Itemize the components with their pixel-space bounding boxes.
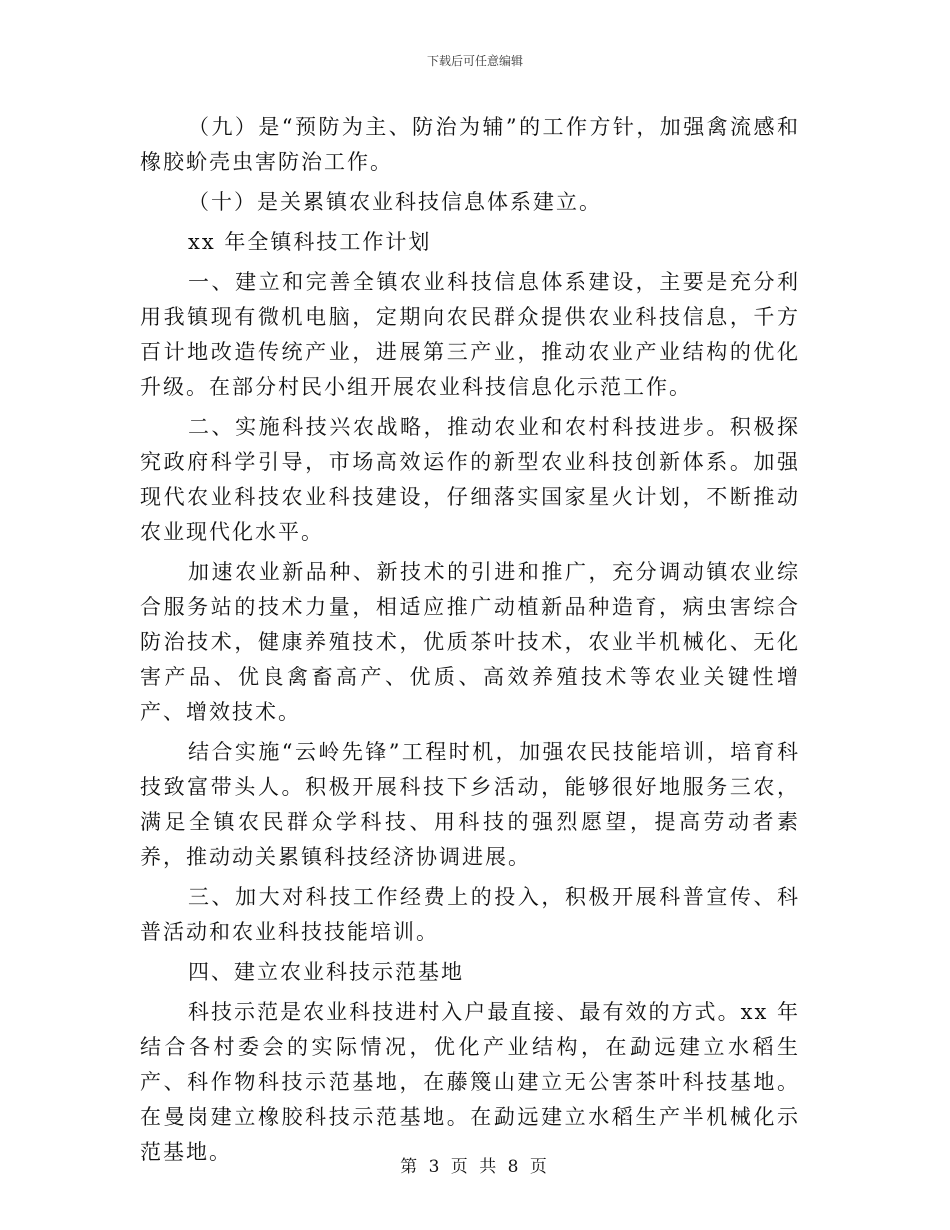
- paragraph-10: （十）是关累镇农业科技信息体系建立。: [188, 190, 602, 214]
- document-body: [140, 110, 800, 1175]
- plan-item-1: 一、建立和完善全镇农业科技信息体系建设，主要是充分利用我镇现有微机电脑，定期向农民群众提供农业科技信息，千方百计地改造传统产业，进展第三产业，推动农业产业结构的优化升级。在部分村民小组开展农业科技信息化示范工作。: [140, 270, 800, 399]
- plan-item-3: 三、加大对科技工作经费上的投入，积极开展科普宣传、科普活动和农业科技技能培训。: [140, 885, 800, 944]
- page-number: 第 3 页 共 8 页: [400, 1157, 550, 1177]
- plan-item-2-detail-a: 加速农业新品种、新技术的引进和推广，充分调动镇农业综合服务站的技术力量，相适应推广动植新品种造育，病虫害综合防治技术，健康养殖技术，优质茶叶技术，农业半机械化、无化害产品、优良禽畜高产、优质、高效养殖技术等农业关键性增产、增效技术。: [140, 560, 800, 724]
- plan-item-4: 四、建立农业科技示范基地: [188, 960, 464, 984]
- plan-item-2-detail-b: 结合实施“云岭先锋”工程时机，加强农民技能培训，培育科技致富带头人。积极开展科技下乡活动，能够很好地服务三农，满足全镇农民群众学科技、用科技的强烈愿望，提高劳动者素养，推动动关累镇科技经济协调进展。: [140, 740, 800, 869]
- paragraph-9: （九）是“预防为主、防治为辅”的工作方针，加强禽流感和橡胶蚧壳虫害防治工作。: [140, 115, 800, 174]
- plan-heading: xx 年全镇科技工作计划: [188, 230, 432, 254]
- page-header-note: 下载后可任意编辑: [426, 54, 523, 68]
- plan-item-2: 二、实施科技兴农战略，推动农业和农村科技进步。积极探究政府科学引导，市场高效运作的新型农业科技创新体系。加强现代农业科技农业科技建设，仔细落实国家星火计划，不断推动农业现代化水平。: [140, 415, 800, 544]
- plan-item-4-detail: 科技示范是农业科技进村入户最直接、最有效的方式。xx 年结合各村委会的实际情况，优化产业结构，在勐远建立水稻生产、科作物科技示范基地，在藤篾山建立无公害茶叶科技基地。在曼岗建立橡胶科技示范基地。在勐远建立水稻生产半机械化示范基地。: [140, 1000, 800, 1164]
